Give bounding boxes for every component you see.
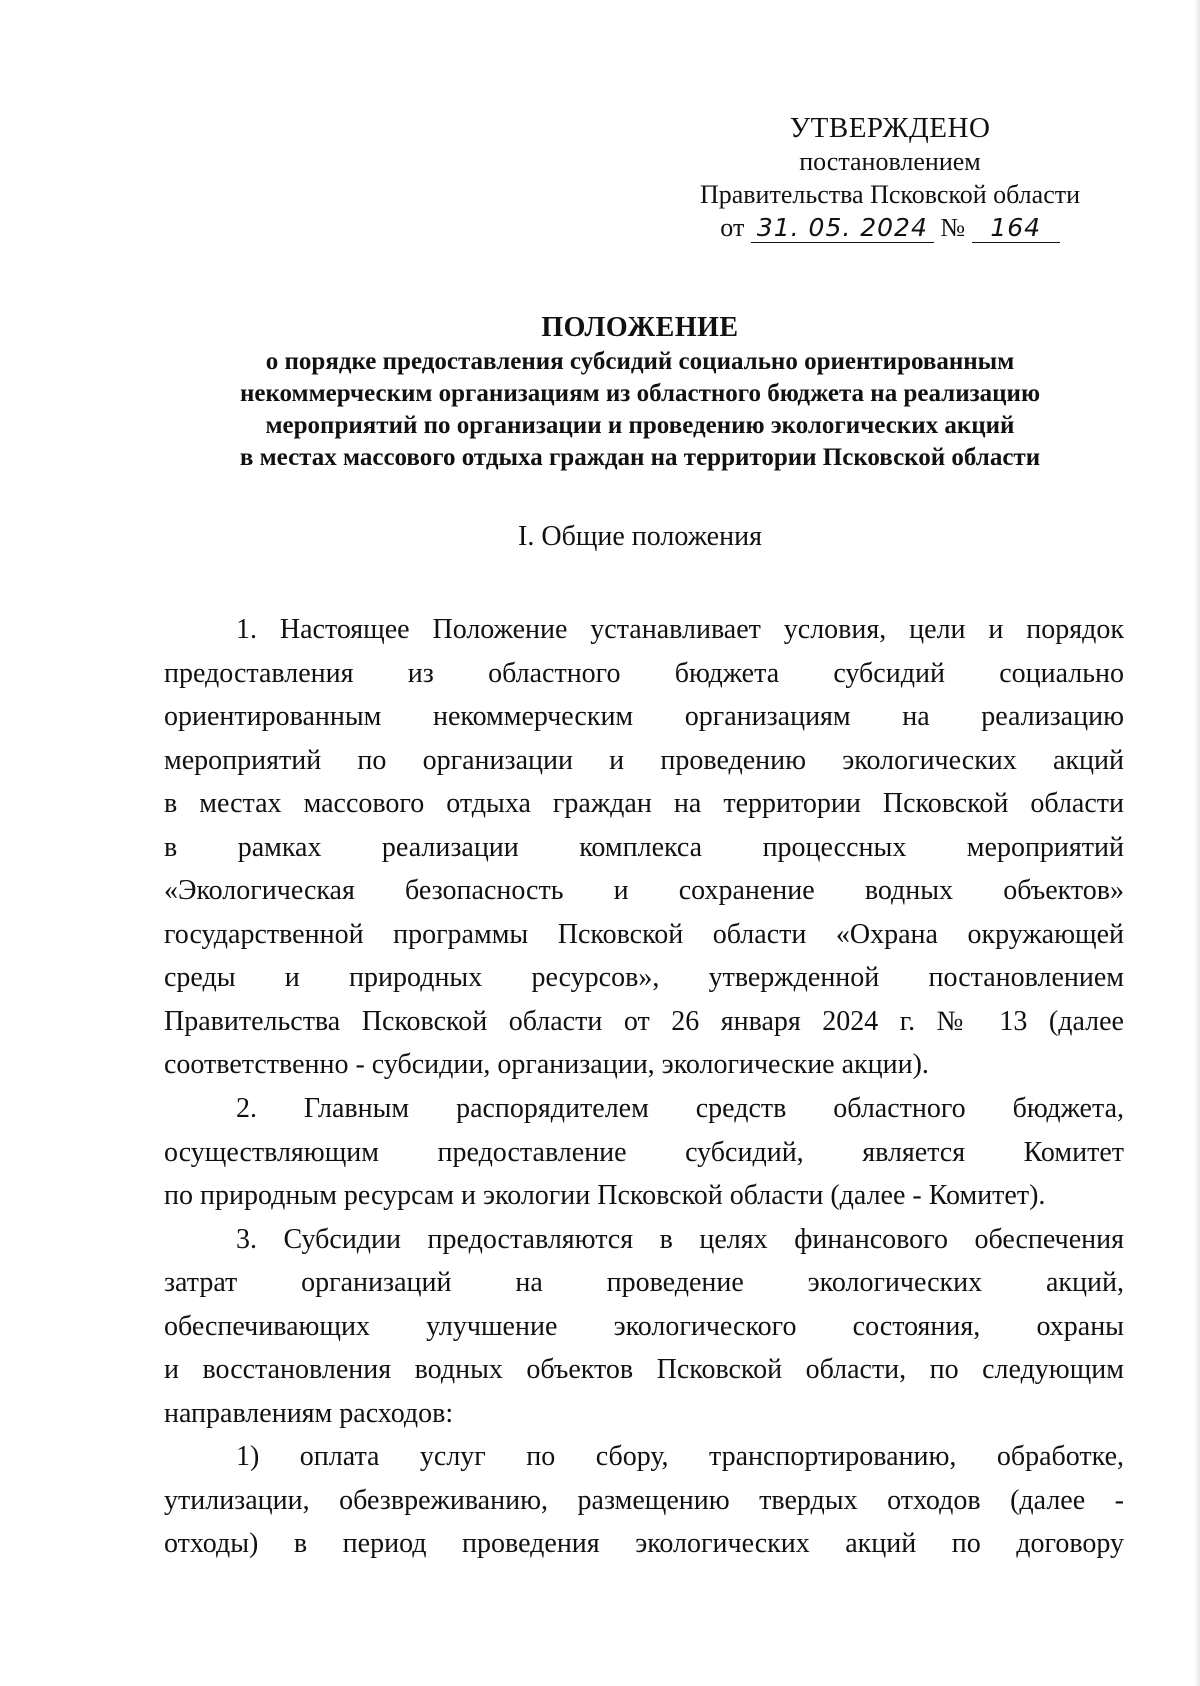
body-text <box>164 608 1124 1566</box>
body-line: затрат организаций на проведение экологических акций, <box>164 1267 1124 1299</box>
body-line: утилизации, обезвреживанию, размещению твердых отходов (далее - <box>164 1484 1124 1516</box>
approval-by: постановлением <box>799 147 981 176</box>
body-line: и восстановления водных объектов Псковской области, по следующим <box>164 1354 1124 1386</box>
body-line: в рамках реализации комплекса процессных мероприятий <box>164 831 1124 863</box>
body-line: по природным ресурсам и экологии Псковской области (далее - Комитет). <box>164 1180 1046 1212</box>
handwritten-number: 164 <box>972 214 1060 243</box>
body-line: направлениям расходов: <box>164 1397 454 1429</box>
body-line: 1) оплата услуг по сбору, транспортированию, обработке, <box>236 1441 1124 1473</box>
body-line: осуществляющим предоставление субсидий, является Комитет <box>164 1136 1124 1168</box>
number-sign: № <box>940 213 966 242</box>
body-line: Правительства Псковской области от 26 января 2024 г. № 13 (далее <box>164 1005 1124 1037</box>
approval-dateline <box>660 211 1120 244</box>
date-prefix: от <box>720 213 745 242</box>
body-line: 1. Настоящее Положение устанавливает условия, цели и порядок <box>236 614 1124 645</box>
approval-block <box>660 112 1120 244</box>
body-line: в местах массового отдыха граждан на территории Псковской области <box>164 788 1124 820</box>
document-title <box>140 310 1140 474</box>
body-line: ориентированным некоммерческим организациям на реализацию <box>164 701 1124 733</box>
body-line: 3. Субсидии предоставляются в целях финансового обеспечения <box>236 1223 1124 1255</box>
approval-authority: Правительства Псковской области <box>699 180 1081 209</box>
body-line: обеспечивающих улучшение экологического состояния, охраны <box>164 1310 1124 1342</box>
section-heading: I. Общие положения <box>518 521 762 552</box>
body-line: соответственно - субсидии, организации, экологические акции). <box>164 1049 929 1081</box>
title-main: ПОЛОЖЕНИЕ <box>541 312 739 343</box>
approval-approved: УТВЕРЖДЕНО <box>789 112 991 144</box>
body-line: «Экологическая безопасность и сохранение водных объектов» <box>164 875 1124 907</box>
title-line: некоммерческим организациям из областного бюджета на реализацию <box>239 380 1041 407</box>
title-line: мероприятий по организации и проведению экологических акций <box>265 412 1015 439</box>
scan-edge <box>1194 0 1200 1686</box>
body-line: среды и природных ресурсов», утвержденной постановлением <box>164 962 1124 994</box>
title-line: о порядке предоставления субсидий социально ориентированным <box>265 348 1015 375</box>
handwritten-date: 31. 05. 2024 <box>751 214 934 243</box>
body-line: 2. Главным распорядителем средств областного бюджета, <box>236 1093 1124 1125</box>
title-line: в местах массового отдыха граждан на территории Псковской области <box>239 444 1041 471</box>
body-line: отходы) в период проведения экологических акций по договору <box>164 1528 1124 1560</box>
body-line: государственной программы Псковской области «Охрана окружающей <box>164 918 1124 950</box>
body-line: предоставления из областного бюджета субсидий социально <box>164 657 1124 689</box>
body-line: мероприятий по организации и проведению экологических акций <box>164 744 1124 776</box>
